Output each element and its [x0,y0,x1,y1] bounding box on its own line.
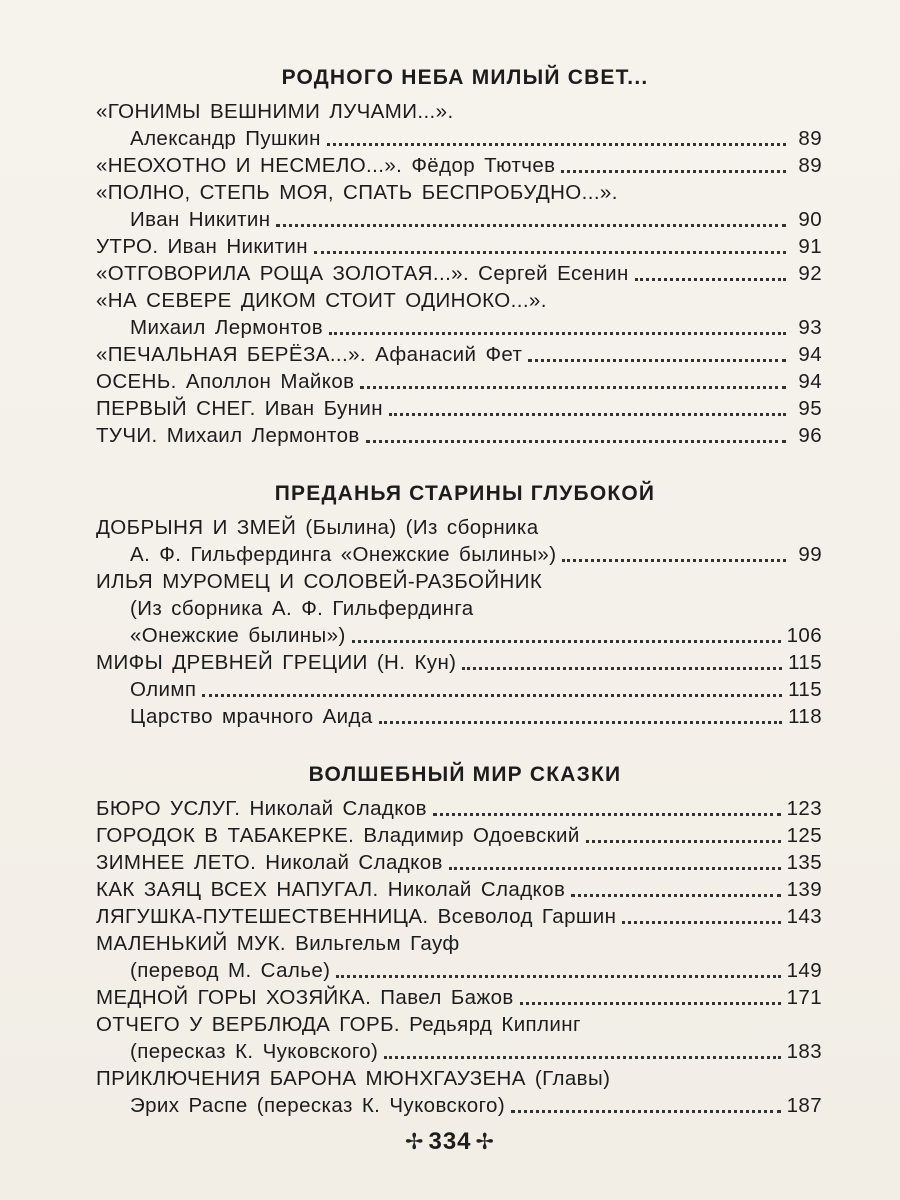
dot-leader [433,813,781,816]
toc-page-number: 89 [798,127,822,150]
toc-entry-text: ПЕРВЫЙ СНЕГ. Иван Бунин [96,397,383,420]
dot-leader [571,894,780,897]
toc-entry [96,179,822,206]
toc-page-number: 171 [786,986,822,1009]
toc-entry-text: ДОБРЫНЯ И ЗМЕЙ (Былина) (Из сборника [96,516,539,539]
toc-entry [96,314,822,341]
toc-entry-text: (перевод М. Салье) [130,959,331,982]
toc-entry [96,1038,822,1065]
dot-leader [329,332,786,335]
ornament-right-icon: ✢ [475,1129,495,1154]
toc-section [96,474,822,730]
toc-page-number: 93 [798,316,822,339]
toc-entry-text: БЮРО УСЛУГ. Николай Сладков [96,797,427,820]
toc-entry-text: ОСЕНЬ. Аполлон Майков [96,370,355,393]
toc-page-number: 94 [798,343,822,366]
toc-entry-text: Михаил Лермонтов [130,316,323,339]
toc-entry-text: (Из сборника А. Ф. Гильфердинга [130,597,474,620]
dot-leader [586,840,781,843]
toc-entry [96,233,822,260]
toc-entry [96,957,822,984]
toc-entry-text: Олимп [130,678,197,701]
toc-entry [96,125,822,152]
toc-entry-text: ЛЯГУШКА-ПУТЕШЕСТВЕННИЦА. Всеволод Гаршин [96,905,617,928]
section-heading: ПРЕДАНЬЯ СТАРИНЫ ГЛУБОКОЙ [274,482,656,505]
toc-entry-text: МЕДНОЙ ГОРЫ ХОЗЯЙКА. Павел Бажов [96,986,514,1009]
toc-entry [96,1092,822,1119]
toc-entry-text: ОТЧЕГО У ВЕРБЛЮДА ГОРБ. Редьярд Киплинг [96,1013,581,1036]
dot-leader [366,440,786,443]
toc-page-number: 91 [798,235,822,258]
toc-entry-text: МАЛЕНЬКИЙ МУК. Вильгельм Гауф [96,932,460,955]
section-heading: РОДНОГО НЕБА МИЛЫЙ СВЕТ... [281,66,649,89]
toc-entry-text: «ГОНИМЫ ВЕШНИМИ ЛУЧАМИ...». [96,100,454,123]
toc-entry [96,903,822,930]
toc-entry [96,341,822,368]
toc-entry [96,98,822,125]
toc-entry-text: Эрих Распе (пересказ К. Чуковского) [130,1094,506,1117]
toc-entry [96,260,822,287]
section-gap [96,449,822,474]
section-gap [96,730,822,755]
toc-page-number: 99 [798,543,822,566]
toc-entry [96,206,822,233]
toc-entry-text: (пересказ К. Чуковского) [130,1040,379,1063]
toc-entry [96,795,822,822]
toc-page-number: 106 [786,624,822,647]
toc-entry-text: ЗИМНЕЕ ЛЕТО. Николай Сладков [96,851,443,874]
toc-entry [96,395,822,422]
toc-page-number: 135 [786,851,822,874]
dot-leader [276,224,786,227]
toc-entry [96,876,822,903]
toc-entry [96,595,822,622]
toc-section [96,58,822,449]
ornament-left-icon: ✢ [405,1129,425,1154]
dot-leader [314,251,786,254]
dot-leader [562,559,786,562]
section-heading: ВОЛШЕБНЫЙ МИР СКАЗКИ [308,763,622,786]
toc-entry [96,514,822,541]
dot-leader [389,413,786,416]
toc-page-number: 90 [798,208,822,231]
toc-entry [96,984,822,1011]
toc-entry [96,1065,822,1092]
toc-entry-text: КАК ЗАЯЦ ВСЕХ НАПУГАЛ. Николай Сладков [96,878,566,901]
toc-entry [96,568,822,595]
toc-page-number: 139 [786,878,822,901]
toc-entry [96,622,822,649]
dot-leader [520,1002,781,1005]
toc-page-number: 115 [788,678,822,701]
toc-entry-text: «ПОЛНО, СТЕПЬ МОЯ, СПАТЬ БЕСПРОБУДНО...». [96,181,618,204]
toc-entry-text: Иван Никитин [130,208,271,231]
toc-page-number: 95 [798,397,822,420]
toc-entry [96,703,822,730]
toc-page-number: 149 [786,959,822,982]
dot-leader [352,640,781,643]
toc-entry [96,649,822,676]
dot-leader [202,694,782,697]
toc-entry-text: ИЛЬЯ МУРОМЕЦ И СОЛОВЕЙ-РАЗБОЙНИК [96,570,543,593]
toc-entry-text: «ОТГОВОРИЛА РОЩА ЗОЛОТАЯ...». Сергей Есенин [96,262,629,285]
toc-entry [96,849,822,876]
dot-leader [462,667,782,670]
footer-page-marker [405,1128,495,1156]
toc-entry [96,152,822,179]
toc-page-number: 118 [788,705,822,728]
toc-page-number: 123 [786,797,822,820]
toc-entry-text: Царство мрачного Аида [130,705,373,728]
dot-leader [379,721,782,724]
toc-page-number: 115 [788,651,822,674]
toc-page-number: 92 [798,262,822,285]
toc-page-number: 125 [786,824,822,847]
table-of-contents [96,58,822,1119]
toc-entry-text: МИФЫ ДРЕВНЕЙ ГРЕЦИИ (Н. Кун) [96,651,457,674]
toc-entry [96,287,822,314]
dot-leader [449,867,781,870]
toc-entry [96,930,822,957]
toc-page-number: 187 [786,1094,822,1117]
toc-entry-text: Александр Пушкин [130,127,321,150]
toc-page-number: 94 [798,370,822,393]
dot-leader [327,143,786,146]
dot-leader [635,278,786,281]
dot-leader [384,1056,780,1059]
footer-page-number: 334 [428,1128,472,1155]
dot-leader [360,386,786,389]
dot-leader [528,359,786,362]
page-footer [0,1128,900,1156]
toc-entry-text: ГОРОДОК В ТАБАКЕРКЕ. Владимир Одоевский [96,824,580,847]
toc-entry-text: ПРИКЛЮЧЕНИЯ БАРОНА МЮНХГАУЗЕНА (Главы) [96,1067,611,1090]
toc-entry [96,676,822,703]
toc-entry-text: «Онежские былины») [130,624,346,647]
toc-entry [96,1011,822,1038]
toc-section [96,755,822,1119]
toc-page-number: 89 [798,154,822,177]
dot-leader [561,170,786,173]
toc-page-number: 143 [786,905,822,928]
toc-entry-text: ТУЧИ. Михаил Лермонтов [96,424,360,447]
toc-entry [96,422,822,449]
toc-page-number: 96 [798,424,822,447]
toc-entry-text: УТРО. Иван Никитин [96,235,308,258]
toc-entry-text: «НЕОХОТНО И НЕСМЕЛО...». Фёдор Тютчев [96,154,556,177]
toc-entry-text: «ПЕЧАЛЬНАЯ БЕРЁЗА...». Афанасий Фет [96,343,523,366]
toc-entry [96,822,822,849]
toc-entry [96,541,822,568]
dot-leader [622,921,780,924]
dot-leader [336,975,780,978]
toc-page-number: 183 [786,1040,822,1063]
dot-leader [511,1110,781,1113]
toc-entry-text: А. Ф. Гильфердинга «Онежские былины») [130,543,557,566]
toc-entry-text: «НА СЕВЕРЕ ДИКОМ СТОИТ ОДИНОКО...». [96,289,547,312]
toc-entry [96,368,822,395]
